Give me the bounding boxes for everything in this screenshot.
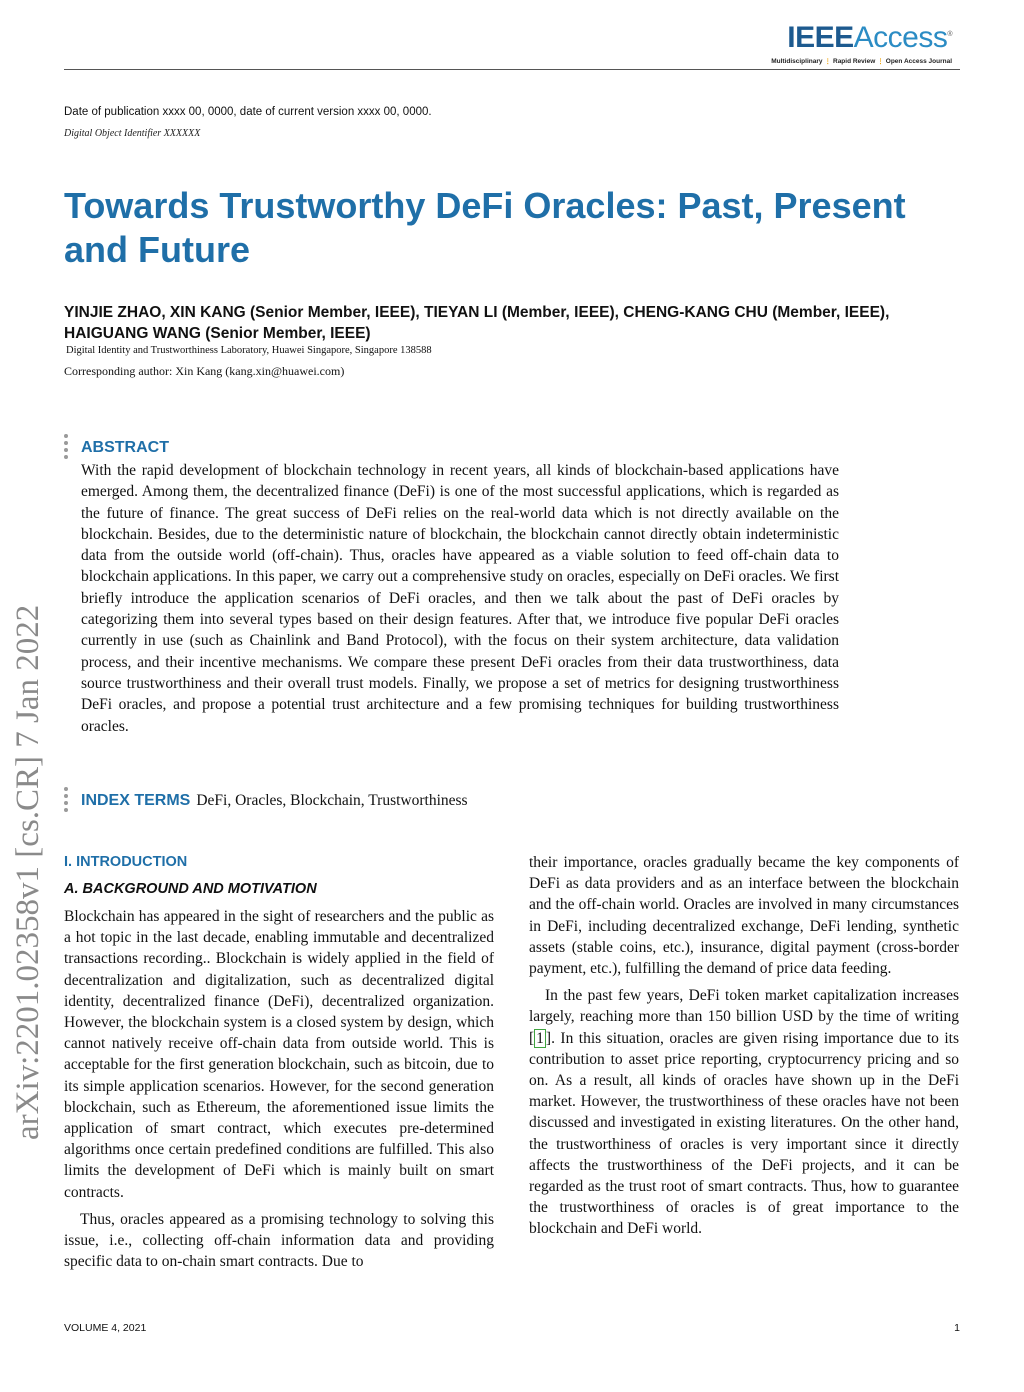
logo-tag-3: Open Access Journal [885,58,952,65]
publication-date: Date of publication xxxx 00, 0000, date of current version xxxx 00, 0000. [64,106,432,118]
index-terms-label: INDEX TERMS [81,792,191,809]
abstract-heading: ABSTRACT [81,439,169,456]
para4-text-before: In the past few years, DeFi token market capitalization increases largely, reaching more than 150 billion USD by the time of writing [ [529,987,959,1047]
index-terms [81,792,468,810]
subsection-heading-background: A. BACKGROUND AND MOTIVATION [64,881,317,897]
abstract-dots-icon [64,434,70,462]
logo-access-text: Access [853,21,948,54]
right-column [529,852,959,1240]
intro-paragraph-4 [529,985,959,1239]
citation-link[interactable]: 1 [536,1029,544,1047]
logo-tag-separator: ⋮ [824,58,831,65]
left-column [64,852,494,1272]
abstract-text: With the rapid development of blockchain technology in recent years, all kinds of blockchain-based applications have emerged. Among them, the decentralized finance (DeFi) is one of the most successful applications, which is regarded as the future of finance. The great success of DeFi relies on the real-world data which is not directly available on the blockchain. Besides, due to the deterministic nature of blockchain, the blockchain cannot directly obtain indeterministic data from the outside world (off-chain). Thus, oracles have appeared as a viable solution to feed off-chain data to blockchain applications. In this paper, we carry out a comprehensive study on oracles, especially on DeFi oracles. We first briefly introduce the application scenarios of DeFi oracles, and then we talk about the past of DeFi oracles by categorizing them into several types based on their design features. After that, we introduce five popular DeFi oracles currently in use (such as Chainlink and Band Protocol), with the focus on their system architecture, data validation process, and their incentive mechanisms. We compare these present DeFi oracles from their data trustworthiness, data source trustworthiness and their overall trust models. Finally, we propose a set of metrics for designing trustworthiness DeFi oracles, and propose a potential trust architecture and a few promising techniques for building trustworthiness oracles. [81,462,839,735]
logo-ieee-text: IEEE [787,21,854,54]
intro-paragraph-3: their importance, oracles gradually became the key components of DeFi as data providers and as an interface between the blockchain and the off-chain world. Oracles are involved in many circumstances in DeFi, including decentralized exchange, DeFi lending, synthetic assets (stable coins, etc.), insurance, digital payment (cross-border payment, etc.), fulfilling the demand of price data feeding. [529,854,959,978]
arxiv-stamp: arXiv:2201.02358v1 [cs.CR] 7 Jan 2022 [10,604,46,1140]
footer-volume: VOLUME 4, 2021 [64,1322,147,1334]
index-terms-dots-icon [64,787,70,815]
section-heading-introduction: I. INTRODUCTION [64,854,188,870]
corresponding-author: Corresponding author: Xin Kang (kang.xin@huawei.com) [64,364,345,378]
para4-text-after: ]. In this situation, oracles are given rising importance due to its contribution to asset price reporting, cryptocurrency pricing and so on. As a result, all kinds of oracles have shown up in the DeFi market. However, the trustworthiness of these oracles have not been discussed and investigated in existing literatures. On the other hand, the trustworthiness of oracles is very important since it directly affects the trustworthiness of the DeFi projects, and it can be regarded as the trust root of smart contracts. Thus, how to guarantee the trustworthiness of oracles is of great importance to the blockchain and DeFi world. [529,1029,959,1238]
logo-tag-1: Multidisciplinary [771,58,823,65]
logo-tag-separator: ⋮ [877,58,884,65]
intro-paragraph-2: Thus, oracles appeared as a promising technology to solving this issue, i.e., collecting off-chain information data and providing specific data to on-chain smart contracts. Due to [64,1210,494,1271]
header-rule [64,69,960,70]
author-list: YINJIE ZHAO, XIN KANG (Senior Member, IEEE), TIEYAN LI (Member, IEEE), CHENG-KANG CHU (Member, IEEE), HAIGUANG WANG (Senior Member, IEEE) [64,304,890,342]
intro-paragraph-1: Blockchain has appeared in the sight of researchers and the public as a hot topic in the last decade, enabling immutable and decentralized transactions recording.. Blockchain is widely applied in the field of decentralization and digitalization, such as decentralized digital identity, decentralized finance (DeFi), decentralized organization. However, the blockchain system is a closed system by design, which cannot natively receive off-chain data from outside world. This is acceptable for the first generation blockchain, such as bitcoin, due to its simple application scenarios. However, for the second generation blockchain, such as Ethereum, the aforementioned issue limits the application of smart contract, which executes pre-determined algorithms once certain predefined conditions are fulfilled. This also limits the development of DeFi which is mainly built on smart contracts. [64,908,494,1201]
doi-line: Digital Object Identifier XXXXXX [64,128,201,139]
logo-tag-2: Rapid Review [833,58,876,65]
logo-tagline [771,57,952,65]
affiliation: Digital Identity and Trustworthiness Laboratory, Huawei Singapore, Singapore 138588 [66,345,432,356]
logo-trademark: ® [947,31,952,38]
footer-page-number: 1 [954,1322,960,1334]
paper-title: Towards Trustworthy DeFi Oracles: Past, Present and Future [64,185,906,270]
index-terms-value: DeFi, Oracles, Blockchain, Trustworthiness [196,792,468,809]
journal-logo [771,18,952,65]
